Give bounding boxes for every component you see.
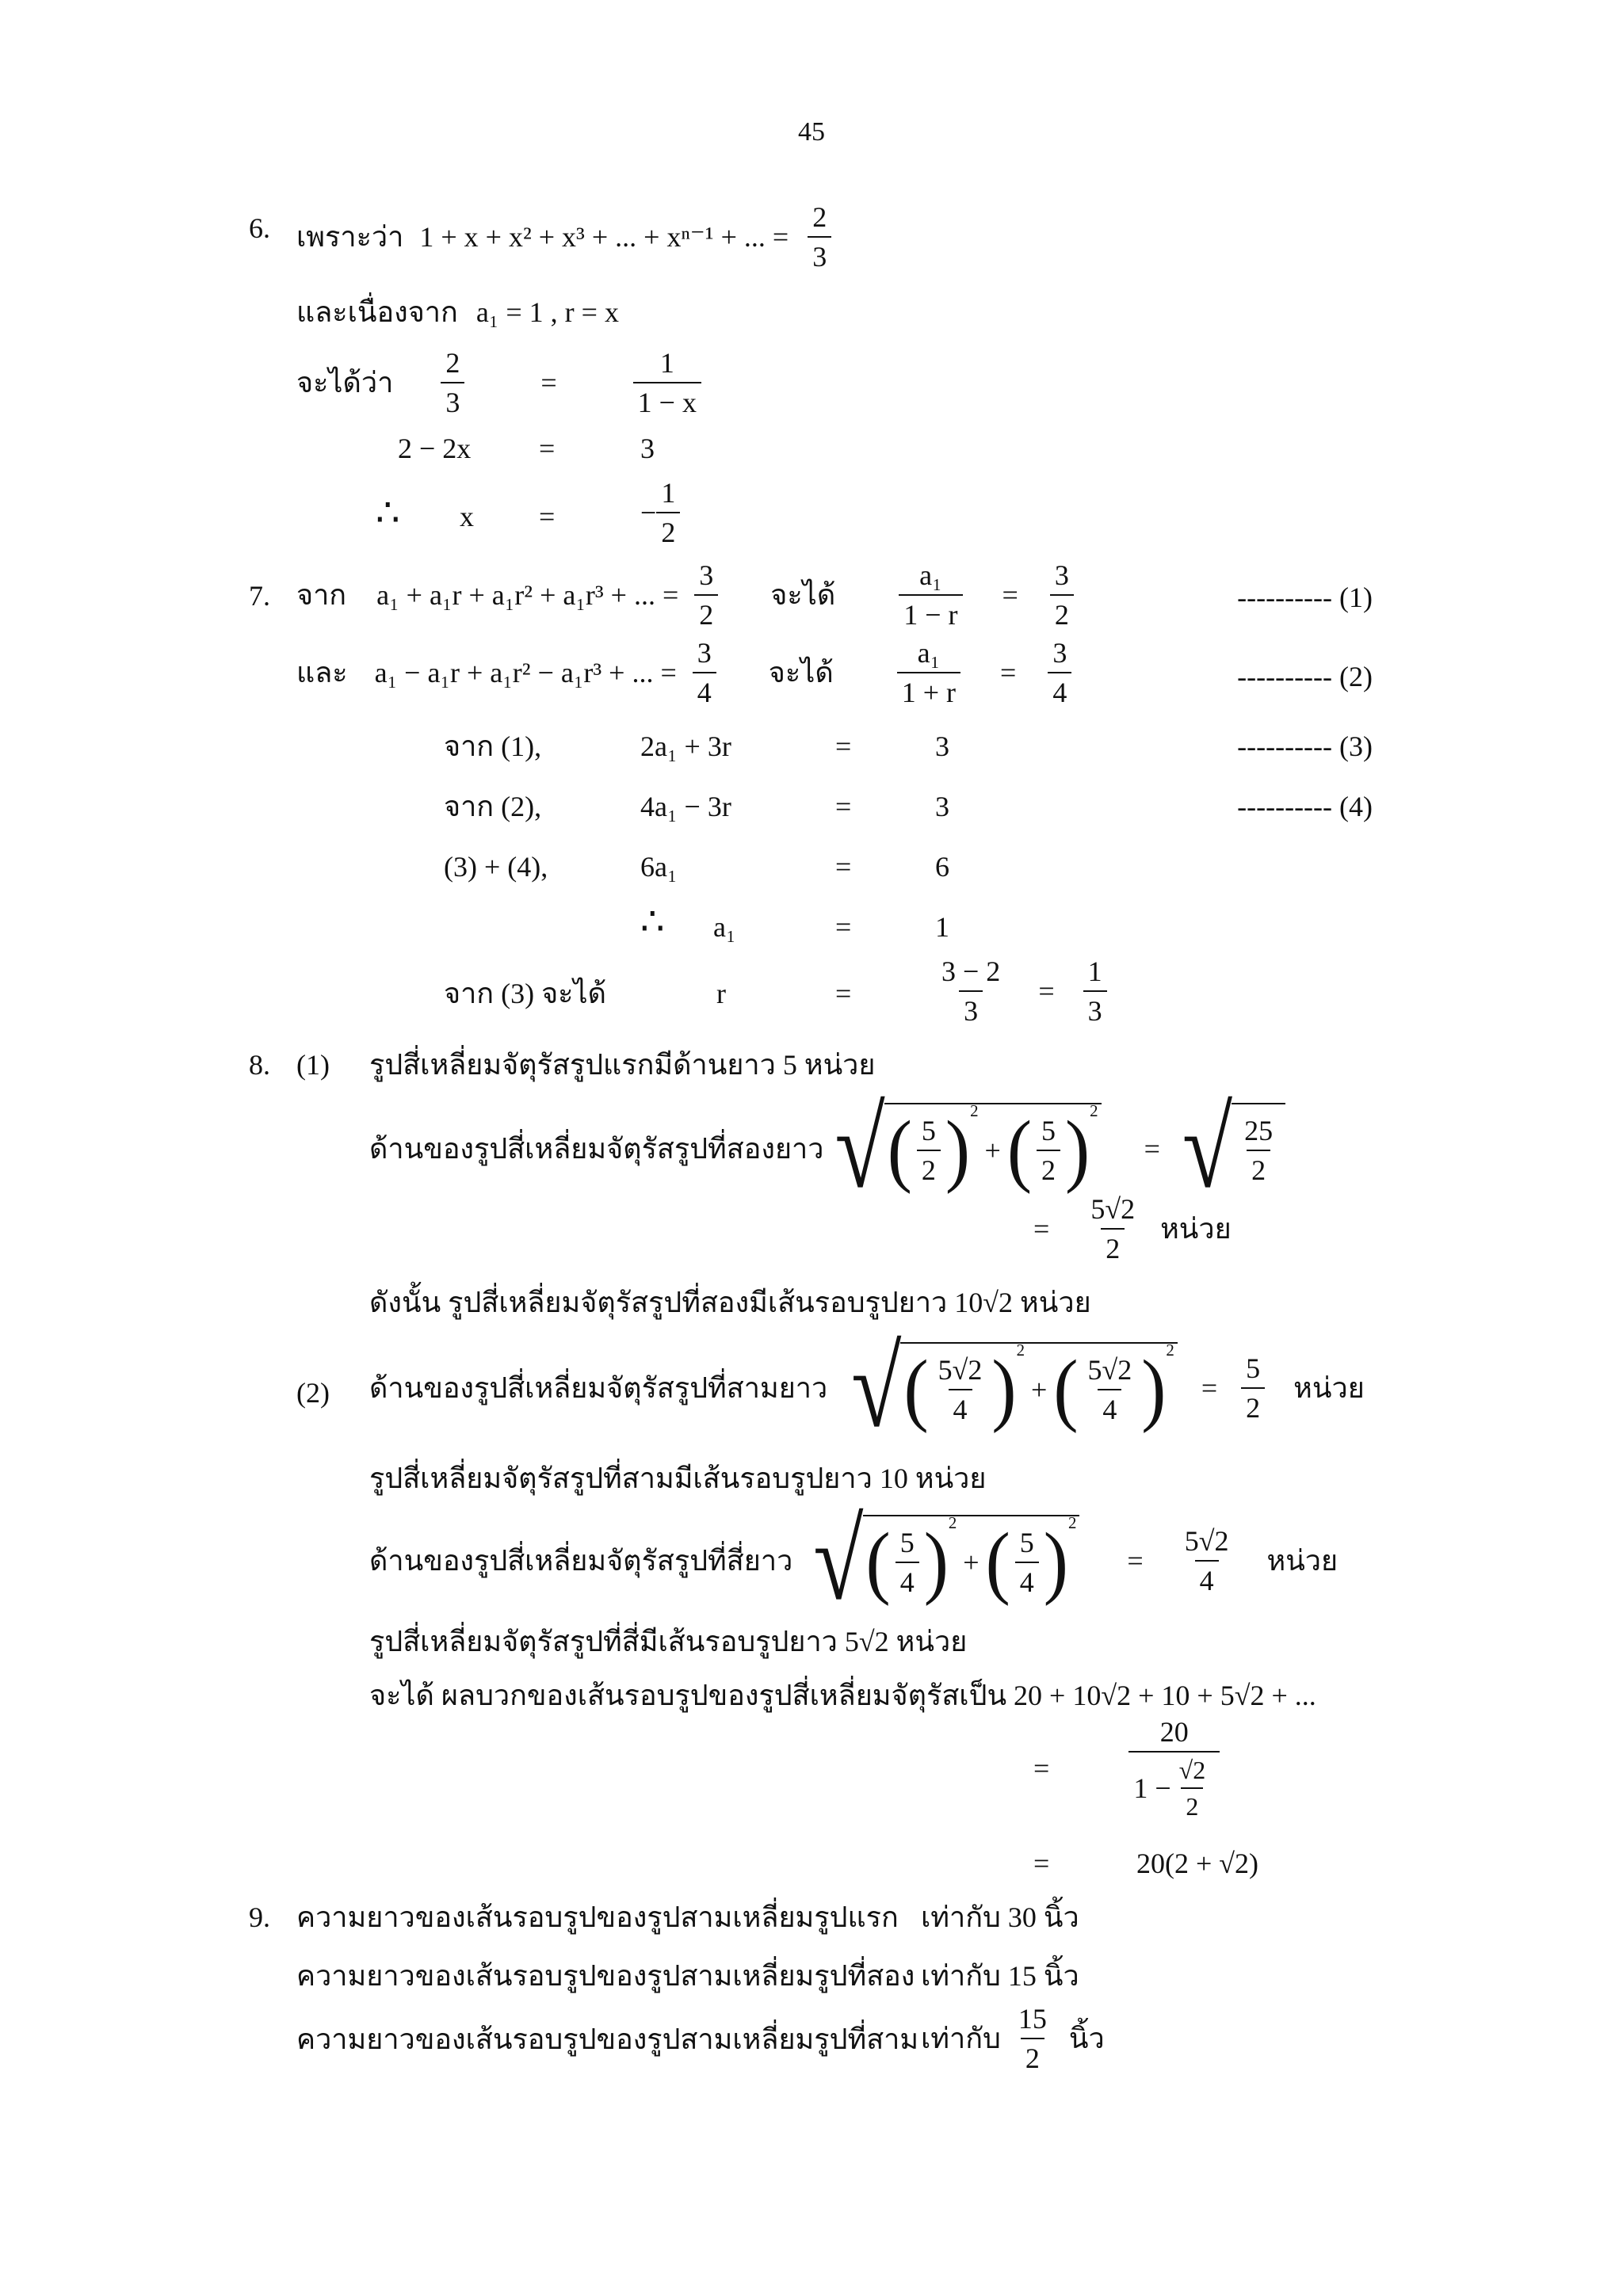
numerator: 5: [1019, 1526, 1034, 1558]
sqrt-expression: [851, 1323, 1178, 1451]
p7-series2: a₁ − a₁r + a₁r² − a₁r³ + ... =: [374, 657, 677, 688]
denominator: 3: [808, 236, 831, 271]
fraction: [1241, 1354, 1265, 1422]
denominator: 2: [1101, 1228, 1125, 1263]
p7-f1-fraction: [899, 561, 962, 629]
paren-group: ( $\frac{5√2}{4}$ ): [1053, 1344, 1167, 1434]
fraction: [1239, 1116, 1277, 1184]
equals: =: [1002, 579, 1018, 611]
p6-rhs-fraction: [808, 203, 831, 271]
fraction: [1128, 1718, 1220, 1819]
fraction: [1014, 2004, 1052, 2073]
fraction: [934, 1353, 987, 1425]
numerator: 5√2: [1090, 1193, 1136, 1225]
p7-r6-eq: =: [835, 911, 852, 943]
p8-text8: จะได้ ผลบวกของเส้นรอบรูปของรูปสี่เหลี่ยมจัตุรัสเป็น 20 + 10√2 + 10 + 5√2 + ...: [369, 1680, 1316, 1711]
denominator: 3: [1083, 990, 1107, 1025]
numerator: a₁: [917, 637, 941, 669]
fraction: [1086, 1195, 1140, 1263]
p9-line2: ความยาวของเส้นรอบรูปของรูปสามเหลี่ยมรูปที่สอง: [296, 1960, 915, 1992]
p6-l1-fraction: [441, 349, 464, 417]
p7-r7-fraction2: [1083, 957, 1107, 1025]
p8-text2: ด้านของรูปสี่เหลี่ยมจัตุรัสรูปที่สองยาว: [369, 1132, 824, 1165]
p7-r4-eq: =: [835, 791, 852, 822]
numerator: 5: [921, 1114, 936, 1146]
numerator: 15: [1018, 2003, 1047, 2035]
p8-line2: [369, 1084, 1285, 1211]
numerator: 5√2: [1087, 1353, 1132, 1386]
denominator: 1 − r: [899, 594, 962, 629]
numerator: 5: [1041, 1114, 1056, 1146]
radical-sign: √: [851, 1323, 902, 1451]
p8-text5: รูปสี่เหลี่ยมจัตุรัสรูปที่สามมีเส้นรอบรูปยาว 10 หน่วย: [369, 1463, 987, 1494]
p7-r7-expr: r: [716, 978, 726, 1009]
numerator: a₁: [919, 559, 942, 591]
equation-tag-3: ---------- (3): [1237, 730, 1373, 762]
p6-l1-rhs-fraction: [633, 349, 701, 417]
fraction: [1015, 1528, 1039, 1596]
fraction: [1083, 1353, 1136, 1425]
p8-text4: ด้านของรูปสี่เหลี่ยมจัตุรัสรูปที่สามยาว: [369, 1371, 828, 1404]
p8-line4: [369, 1323, 1365, 1451]
denominator: 1 − x: [633, 382, 701, 417]
p8-text1: รูปสี่เหลี่ยมจัตุรัสรูปแรกมีด้านยาว 5 หน่วย: [369, 1049, 876, 1081]
p7-r3-val: 3: [935, 730, 949, 762]
page-number: 45: [798, 117, 825, 147]
fraction: [1174, 1757, 1211, 1819]
p7-r7-fraction: [937, 957, 1005, 1025]
equation-tag-1: ---------- (1): [1237, 582, 1373, 613]
p9-number: 9.: [249, 1901, 270, 1933]
p6-line3-right: [640, 479, 685, 547]
p6-series: 1 + x + x² + x³ + ... + xⁿ⁻¹ + ... =: [419, 221, 789, 253]
p6-line1: [296, 349, 706, 417]
p7-got: จะได้: [770, 579, 836, 611]
p9-line1-value: เท่ากับ 30 นิ้ว: [921, 1901, 1079, 1933]
denominator: 2: [656, 512, 680, 547]
paren-group: ( $\frac{5}{2}$ ): [1006, 1104, 1090, 1195]
denominator: 4: [1015, 1562, 1039, 1596]
p6-line2-left: 2 − 2x: [398, 433, 472, 464]
p7-and: และ: [296, 657, 348, 688]
therefore-symbol: ∴: [376, 492, 400, 534]
p8-sub1: (1): [296, 1049, 330, 1081]
unit-label: นิ้ว: [1068, 2023, 1105, 2054]
sqrt-expression: [813, 1496, 1079, 1623]
equals: =: [1038, 975, 1055, 1007]
denominator: [1128, 1751, 1220, 1819]
p7-r4-label: จาก (2),: [444, 791, 542, 822]
p7-r7-label: จาก (3) จะได้: [444, 978, 606, 1009]
p7-number: 7.: [249, 580, 270, 612]
p7-line1: [296, 561, 1079, 629]
denominator: 2: [1241, 1387, 1265, 1422]
p7-from: จาก: [296, 579, 347, 611]
p7-r6-expr: a₁: [713, 911, 736, 943]
therefore-symbol: ∴: [640, 901, 665, 943]
equation-tag-2: ---------- (2): [1237, 661, 1373, 692]
fraction: [896, 1528, 919, 1596]
equals: =: [1201, 1371, 1218, 1404]
numerator: 3: [697, 637, 712, 669]
fraction: [917, 1116, 941, 1184]
p6-l3-fraction: [656, 479, 680, 547]
denominator: 4: [896, 1562, 919, 1596]
paren-group: ( $\frac{5}{2}$ ): [887, 1104, 971, 1195]
numerator: 2: [445, 347, 460, 379]
numerator: 5√2: [938, 1353, 983, 1386]
fraction: [1037, 1116, 1060, 1184]
p7-r3-expr: 2a₁ + 3r: [640, 730, 731, 762]
p7-r7-result: [932, 957, 1112, 1025]
denominator: 4: [693, 672, 716, 707]
p7-r5-eq: =: [835, 851, 852, 883]
denominator: 2: [1247, 1150, 1270, 1184]
p7-r4-val: 3: [935, 791, 949, 822]
paren-group: ( $\frac{5}{4}$ ): [865, 1516, 949, 1607]
p7-r7-eq: =: [835, 978, 852, 1009]
p6-line3-left: x: [460, 501, 474, 532]
radical-sign: √: [813, 1496, 864, 1623]
p6-line3-eq: =: [539, 501, 556, 532]
denominator: 2: [1037, 1150, 1060, 1184]
numerator: 5: [1246, 1352, 1261, 1384]
equals: =: [1033, 1213, 1050, 1245]
p7-line2: [296, 639, 1076, 707]
numerator: 5√2: [1184, 1524, 1229, 1557]
p7-r3-label: จาก (1),: [444, 730, 542, 762]
equation-tag-4: ---------- (4): [1237, 791, 1373, 822]
equals: =: [1000, 657, 1017, 688]
denominator: 2: [1021, 2038, 1044, 2073]
p7-s2-fraction: [693, 639, 716, 707]
p8-line3: [1033, 1195, 1232, 1263]
numerator: 1: [1087, 955, 1102, 987]
denominator: 2: [1181, 1787, 1203, 1819]
numerator: 2: [812, 201, 827, 233]
p6-series-line: [296, 203, 836, 271]
p7-series1: a₁ + a₁r + a₁r² + a₁r³ + ... =: [376, 579, 679, 611]
p9-line1: ความยาวของเส้นรอบรูปของรูปสามเหลี่ยมรูปแรก: [296, 1901, 899, 1933]
p7-r6-val: 1: [935, 911, 949, 943]
p6-because: เพราะว่า: [296, 221, 404, 253]
p9-line2-value: เท่ากับ 15 นิ้ว: [921, 1960, 1079, 1992]
minus-sign: −: [640, 497, 657, 528]
denominator: 4: [949, 1389, 972, 1424]
numerator: 25: [1244, 1114, 1274, 1146]
unit-label: หน่วย: [1266, 1544, 1338, 1577]
p8-line9: [1033, 1718, 1224, 1819]
unit-label: หน่วย: [1293, 1371, 1365, 1404]
p6-got: จะได้ว่า: [296, 367, 394, 399]
p7-got: จะได้: [768, 657, 834, 688]
p9-line3: ความยาวของเส้นรอบรูปของรูปสามเหลี่ยมรูปที่สาม: [296, 2023, 919, 2055]
denominator: 3: [959, 990, 983, 1025]
p6-given: a₁ = 1 , r = x: [475, 296, 619, 328]
p6-since: และเนื่องจาก: [296, 296, 458, 328]
radicand: ( $\frac{5}{4}$ ) 2 + ( $\frac{5}{4}$ ) 2: [863, 1515, 1080, 1606]
paren-group: ( $\frac{5√2}{4}$ ): [903, 1344, 1017, 1434]
denominator: 4: [1195, 1560, 1219, 1595]
denominator: 4: [1098, 1389, 1121, 1424]
p7-r4-expr: 4a₁ − 3r: [640, 791, 731, 822]
one-minus: 1 −: [1133, 1772, 1171, 1804]
radical-sign: √: [1182, 1084, 1233, 1211]
denominator: 3: [441, 382, 464, 417]
p6-line2-right: 3: [640, 433, 655, 464]
equals: =: [1144, 1132, 1160, 1165]
radicand: [1232, 1103, 1285, 1194]
plus-sign: +: [963, 1546, 980, 1578]
numerator: 5: [899, 1526, 915, 1558]
p7-f2-fraction: [897, 639, 960, 707]
numerator: 1: [661, 477, 676, 509]
fraction: [1180, 1524, 1234, 1596]
p7-f2r-fraction: [1048, 639, 1071, 707]
p8-text6: ด้านของรูปสี่เหลี่ยมจัตุรัสรูปที่สี่ยาว: [369, 1544, 793, 1577]
numerator: 3: [699, 559, 714, 591]
p8-line10-result: 20(2 + √2): [1136, 1848, 1259, 1879]
plus-sign: +: [1031, 1373, 1048, 1405]
p7-r5-val: 6: [935, 851, 949, 883]
p8-number: 8.: [249, 1049, 270, 1081]
p8-text7: รูปสี่เหลี่ยมจัตุรัสรูปที่สี่มีเส้นรอบรูปยาว 5√2 หน่วย: [369, 1626, 968, 1657]
equals: =: [1127, 1544, 1144, 1577]
p7-r5-label: (3) + (4),: [444, 851, 548, 883]
p7-r5-expr: 6a₁: [640, 851, 678, 883]
numerator: 3: [1052, 637, 1067, 669]
numerator: 20: [1159, 1716, 1189, 1748]
numerator: 1: [659, 347, 674, 379]
numerator: 3 − 2: [941, 955, 1001, 987]
sqrt-expression: [834, 1084, 1102, 1211]
p9-line3-value: [921, 2004, 1105, 2073]
p6-number: 6.: [249, 212, 270, 244]
p6-line2-eq: =: [539, 433, 556, 464]
numerator: 3: [1054, 559, 1069, 591]
p6-given-line: [296, 298, 619, 326]
denominator: 1 + r: [897, 672, 960, 707]
p7-s1-fraction: [694, 561, 718, 629]
p8-line6: [369, 1496, 1338, 1623]
p8-line10-eq: =: [1033, 1848, 1050, 1879]
numerator: √2: [1178, 1756, 1206, 1784]
denominator: 2: [694, 594, 718, 629]
p7-f1r-fraction: [1050, 561, 1074, 629]
denominator: 2: [917, 1150, 941, 1184]
plus-sign: +: [984, 1134, 1001, 1166]
unit-label: หน่วย: [1160, 1213, 1232, 1245]
equals: =: [540, 367, 557, 399]
denominator: 4: [1048, 672, 1071, 707]
radical-sign: √: [834, 1084, 885, 1211]
p7-r3-eq: =: [835, 730, 852, 762]
equals-word: เท่ากับ: [921, 2023, 1001, 2054]
radicand: ( $\frac{5}{2}$ ) 2 + ( $\frac{5}{2}$ ) 2: [884, 1103, 1102, 1194]
sqrt-expression: [1182, 1084, 1285, 1211]
paren-group: ( $\frac{5}{4}$ ): [985, 1516, 1068, 1607]
equals: =: [1033, 1753, 1050, 1784]
denominator: 2: [1050, 594, 1074, 629]
p8-sub2: (2): [296, 1377, 330, 1409]
p8-text3: ดังนั้น รูปสี่เหลี่ยมจัตุรัสรูปที่สองมีเส้นรอบรูปยาว 10√2 หน่วย: [369, 1287, 1091, 1318]
radicand: ( $\frac{5√2}{4}$ ) 2 + ( $\frac{5√2}{4}$ ) 2: [900, 1342, 1177, 1433]
